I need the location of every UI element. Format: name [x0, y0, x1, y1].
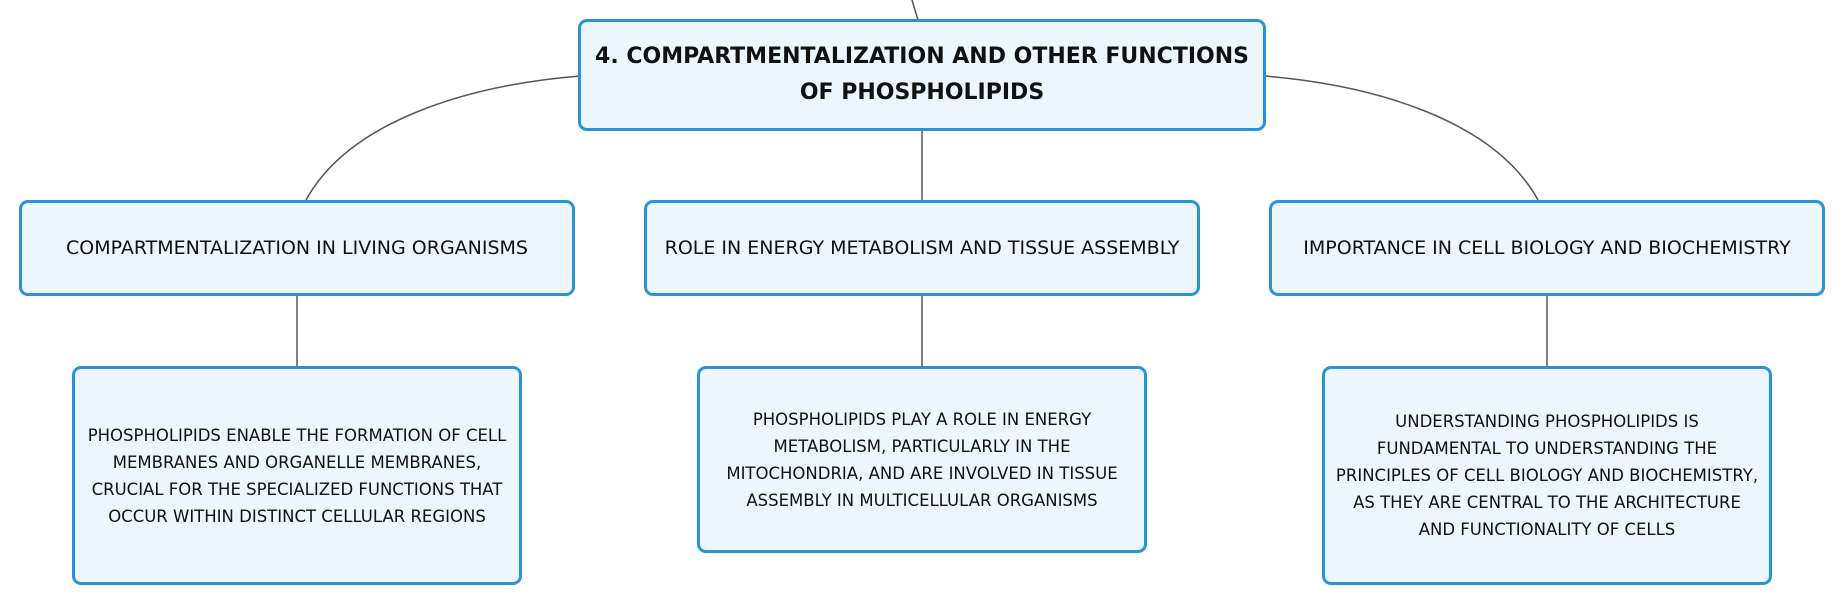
- branch-topic-cell-biology[interactable]: [1269, 200, 1825, 296]
- subtopic-text: PHOSPHOLIPIDS ENABLE THE FORMATION OF CELL MEMBRANES AND ORGANELLE MEMBRANES, CRUCIAL FOR THE SPECIALIZED FUNCTIONS THAT OCCUR WITHIN DISTINCT CELLULAR REGIONS: [87, 425, 507, 526]
- subtopic-energy-metabolism-detail[interactable]: [697, 366, 1147, 553]
- branch-topic-label: ROLE IN ENERGY METABOLISM AND TISSUE ASSEMBLY: [664, 237, 1180, 259]
- root-topic-title: 4. COMPARTMENTALIZATION AND OTHER FUNCTIONS OF PHOSPHOLIPIDS: [595, 44, 1249, 105]
- connector-root-to-branch-1: [306, 76, 580, 200]
- branch-topic-energy-metabolism[interactable]: [644, 200, 1200, 296]
- branch-topic-label: IMPORTANCE IN CELL BIOLOGY AND BIOCHEMISTRY: [1303, 237, 1791, 259]
- subtopic-cell-biology-detail[interactable]: [1322, 366, 1772, 585]
- subtopic-text: PHOSPHOLIPIDS PLAY A ROLE IN ENERGY METABOLISM, PARTICULARLY IN THE MITOCHONDRIA, AND ARE INVOLVED IN TISSUE ASSEMBLY IN MULTICELLULAR ORGANISMS: [726, 409, 1118, 510]
- subtopic-compartmentalization-detail[interactable]: [72, 366, 522, 585]
- connector-root-to-branch-3: [1264, 76, 1538, 200]
- branch-topic-compartmentalization[interactable]: [19, 200, 575, 296]
- branch-topic-label: COMPARTMENTALIZATION IN LIVING ORGANISMS: [66, 237, 528, 259]
- connector-parent-to-root: [912, 0, 918, 20]
- subtopic-text: UNDERSTANDING PHOSPHOLIPIDS IS FUNDAMENTAL TO UNDERSTANDING THE PRINCIPLES OF CELL BIOLOGY AND BIOCHEMISTRY, AS THEY ARE CENTRAL TO THE ARCHITECTURE AND FUNCTIONALITY OF CELLS: [1335, 412, 1759, 539]
- root-topic[interactable]: [578, 19, 1266, 131]
